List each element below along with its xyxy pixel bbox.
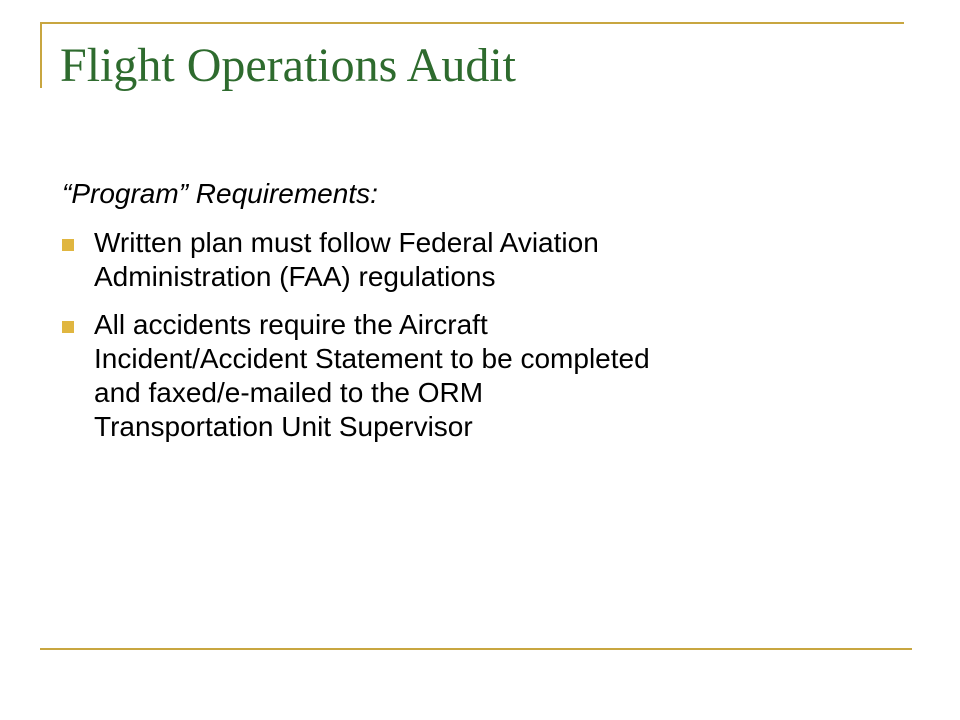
square-bullet-icon [62, 321, 74, 333]
slide-title: Flight Operations Audit [60, 39, 516, 92]
bullet-item [62, 226, 912, 294]
bottom-rule [40, 648, 912, 650]
top-rule [40, 22, 904, 24]
bullet-line: Written plan must follow Federal Aviation [94, 227, 599, 258]
left-rule [40, 22, 42, 88]
slide-content [62, 174, 912, 458]
square-bullet-icon [62, 239, 74, 251]
bullet-line: Incident/Accident Statement to be completed [94, 343, 650, 374]
bullet-line: Transportation Unit Supervisor [94, 411, 473, 442]
bullet-item [62, 308, 912, 444]
slide-subheading: “Program” Requirements: [62, 178, 378, 209]
bullet-line: Administration (FAA) regulations [94, 261, 496, 292]
bullet-list [62, 226, 912, 444]
bullet-line: All accidents require the Aircraft [94, 309, 488, 340]
bullet-line: and faxed/e-mailed to the ORM [94, 377, 484, 408]
